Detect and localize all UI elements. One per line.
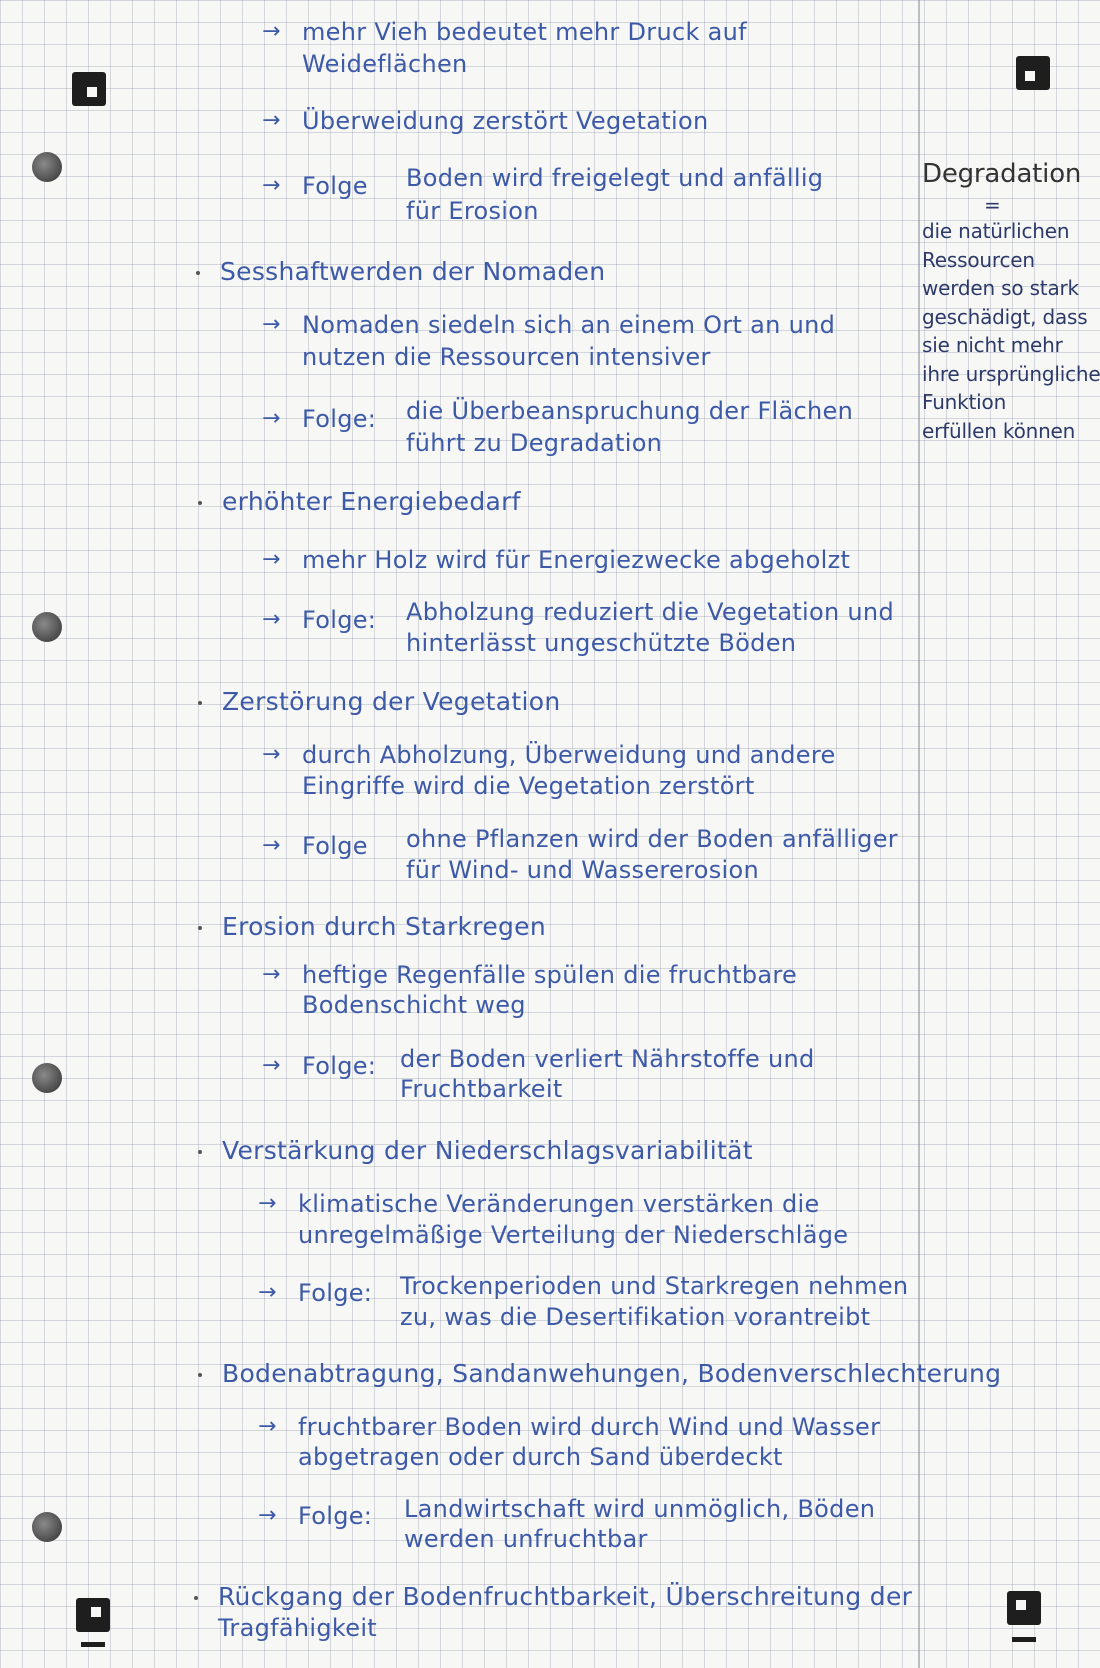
note-line: Folge: bbox=[298, 1502, 373, 1530]
arrow-icon: → bbox=[258, 1280, 277, 1305]
note-line: hinterlässt ungeschützte Böden bbox=[406, 629, 797, 657]
note-line: Folge: bbox=[302, 1052, 377, 1080]
note-line: mehr Vieh bedeutet mehr Druck auf bbox=[302, 18, 747, 46]
side-note-line: sie nicht mehr bbox=[922, 333, 1063, 357]
section-heading: Bodenabtragung, Sandanwehungen, Bodenverschlechterung bbox=[222, 1359, 1002, 1388]
side-note-title: Degradation bbox=[922, 159, 1082, 189]
note-line: Tragfähigkeit bbox=[218, 1614, 377, 1642]
note-line: Trockenperioden und Starkregen nehmen bbox=[400, 1272, 909, 1300]
arrow-icon: → bbox=[262, 173, 281, 198]
note-line: Bodenschicht weg bbox=[302, 991, 526, 1019]
bullet-dot bbox=[198, 701, 202, 705]
note-line: heftige Regenfälle spülen die fruchtbare bbox=[302, 961, 798, 989]
arrow-icon: → bbox=[258, 1503, 277, 1528]
note-line: unregelmäßige Verteilung der Niederschläge bbox=[298, 1221, 849, 1249]
note-line: durch Abholzung, Überweidung und andere bbox=[302, 741, 836, 769]
arrow-icon: → bbox=[262, 312, 281, 337]
arrow-icon: → bbox=[262, 1053, 281, 1078]
note-line: fruchtbarer Boden wird durch Wind und Wasser bbox=[298, 1413, 881, 1441]
arrow-icon: → bbox=[262, 547, 281, 572]
arrow-icon: → bbox=[258, 1191, 277, 1216]
side-note-line: werden so stark bbox=[922, 276, 1079, 300]
corner-dash bbox=[81, 1642, 105, 1647]
side-note-line: geschädigt, dass bbox=[922, 305, 1088, 329]
note-line: Eingriffe wird die Vegetation zerstört bbox=[302, 772, 755, 800]
arrow-icon: → bbox=[258, 1414, 277, 1439]
arrow-icon: → bbox=[262, 607, 281, 632]
note-line: Abholzung reduziert die Vegetation und bbox=[406, 598, 894, 626]
punch-hole bbox=[32, 152, 62, 182]
note-line: der Boden verliert Nährstoffe und bbox=[400, 1045, 815, 1073]
punch-hole bbox=[32, 1063, 62, 1093]
arrow-icon: → bbox=[262, 19, 281, 44]
section-heading: Verstärkung der Niederschlagsvariabilität bbox=[222, 1136, 753, 1165]
bullet-dot bbox=[198, 1150, 202, 1154]
arrow-icon: → bbox=[262, 962, 281, 987]
bullet-dot bbox=[196, 271, 200, 275]
corner-dash bbox=[1012, 1637, 1036, 1642]
note-line: für Erosion bbox=[406, 197, 539, 225]
corner-marker-top-left bbox=[72, 72, 106, 106]
side-note-line: Ressourcen bbox=[922, 248, 1035, 272]
corner-marker-bottom-right bbox=[1007, 1591, 1041, 1625]
note-line: Boden wird freigelegt und anfällig bbox=[406, 164, 824, 192]
note-line: mehr Holz wird für Energiezwecke abgeholzt bbox=[302, 546, 851, 574]
side-note-line: Funktion bbox=[922, 390, 1007, 414]
arrow-icon: → bbox=[262, 742, 281, 767]
bullet-dot bbox=[198, 501, 202, 505]
note-line: Folge: bbox=[302, 606, 377, 634]
corner-marker-bottom-left bbox=[76, 1598, 110, 1632]
note-line: klimatische Veränderungen verstärken die bbox=[298, 1190, 820, 1218]
arrow-icon: → bbox=[262, 833, 281, 858]
note-line: die Überbeanspruchung der Flächen bbox=[406, 397, 854, 425]
note-line: Folge: bbox=[302, 405, 377, 433]
note-line: nutzen die Ressourcen intensiver bbox=[302, 343, 711, 371]
side-note-line: die natürlichen bbox=[922, 219, 1070, 243]
section-heading: Rückgang der Bodenfruchtbarkeit, Überschreitung der bbox=[218, 1582, 913, 1611]
note-line: Fruchtbarkeit bbox=[400, 1075, 563, 1103]
bullet-dot bbox=[198, 926, 202, 930]
arrow-icon: → bbox=[262, 406, 281, 431]
note-line: Folge: bbox=[298, 1279, 373, 1307]
side-note-equals: = bbox=[984, 193, 1001, 217]
note-line: ohne Pflanzen wird der Boden anfälliger bbox=[406, 825, 898, 853]
note-line: werden unfruchtbar bbox=[404, 1525, 648, 1553]
note-line: Folge bbox=[302, 172, 368, 200]
note-line: Überweidung zerstört Vegetation bbox=[302, 107, 709, 135]
note-line: für Wind- und Wassererosion bbox=[406, 856, 760, 884]
margin-line bbox=[918, 0, 920, 1668]
section-heading: Erosion durch Starkregen bbox=[222, 912, 547, 941]
note-line: abgetragen oder durch Sand überdeckt bbox=[298, 1443, 783, 1471]
punch-hole bbox=[32, 1512, 62, 1542]
arrow-icon: → bbox=[262, 108, 281, 133]
note-line: Folge bbox=[302, 832, 368, 860]
punch-hole bbox=[32, 612, 62, 642]
side-note-line: ihre ursprüngliche bbox=[922, 362, 1100, 386]
note-line: Landwirtschaft wird unmöglich, Böden bbox=[404, 1495, 876, 1523]
note-line: Nomaden siedeln sich an einem Ort an und bbox=[302, 311, 836, 339]
bullet-dot bbox=[198, 1373, 202, 1377]
section-heading: Zerstörung der Vegetation bbox=[222, 687, 561, 716]
bullet-dot bbox=[194, 1596, 198, 1600]
note-line: Weideflächen bbox=[302, 50, 468, 78]
note-line: zu, was die Desertifikation vorantreibt bbox=[400, 1303, 871, 1331]
section-heading: erhöhter Energiebedarf bbox=[222, 487, 521, 516]
section-heading: Sesshaftwerden der Nomaden bbox=[220, 257, 606, 286]
side-note-line: erfüllen können bbox=[922, 419, 1076, 443]
corner-marker-top-right bbox=[1016, 56, 1050, 90]
note-line: führt zu Degradation bbox=[406, 429, 663, 457]
